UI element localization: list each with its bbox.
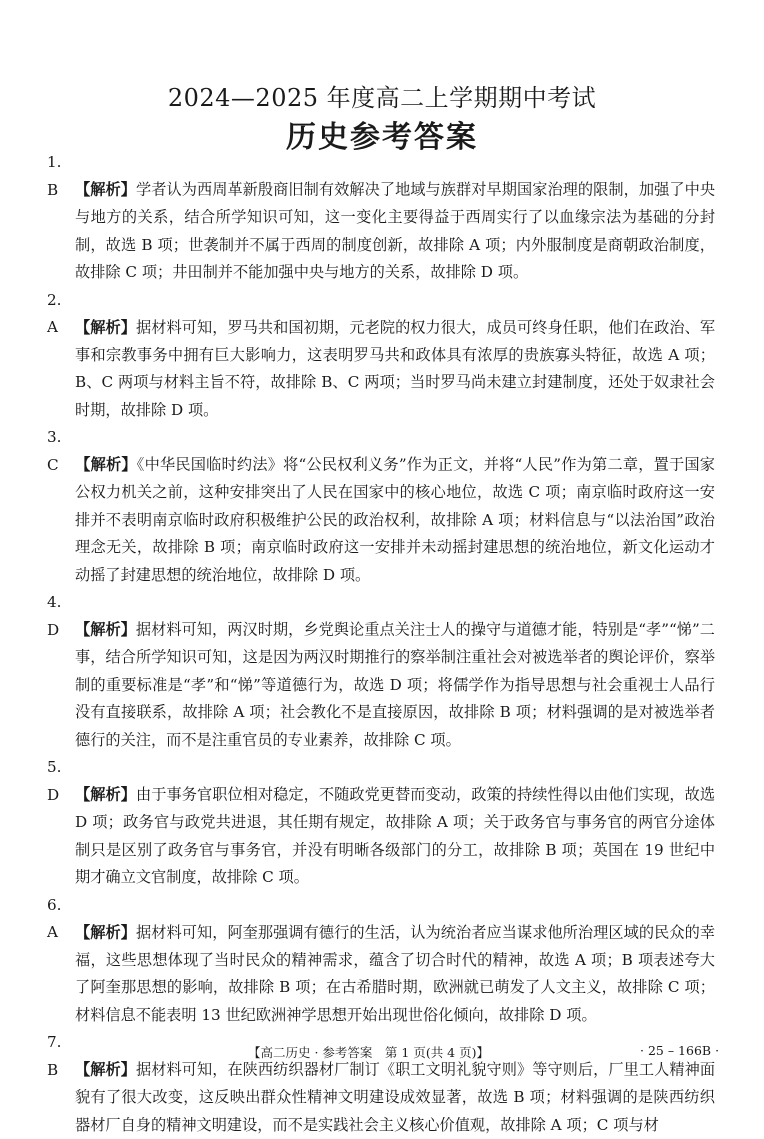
analysis-tag: 【解析】 — [75, 620, 136, 639]
answer-text: 学者认为西周革新殷商旧制有效解决了地域与族群对早期国家治理的限制，加强了中央与地方的关系，结合所学知识可知，这一变化主要得益于西周实行了以血缘宗法为基础的分封制，故选 B 项；世袭制并不属于西周的制度创新，故排除 A 项；内外服制度是商朝政治制度，故排除 C 项；井田制并不能加强中央与地方的关系，故排除 D 项。 — [75, 180, 716, 281]
analysis-tag: 【解析】 — [75, 923, 137, 941]
analysis-tag: 【解析】 — [75, 180, 137, 199]
analysis-tag: 【解析】 — [75, 1060, 137, 1079]
analysis-tag: 【解析】 — [75, 785, 137, 804]
answer-item-1 — [47, 149, 715, 287]
answer-number: 4. D — [47, 593, 62, 639]
answer-item-5 — [47, 754, 715, 892]
exam-title: 2024—2025 年度高二上学期期中考试 — [167, 84, 597, 112]
answer-item-3 — [47, 424, 715, 589]
answer-list — [47, 149, 715, 1139]
answer-text: 据材料可知，罗马共和国初期，元老院的权力很大，成员可终身任职，他们在政治、军事和宗教事务中拥有巨大影响力，这表明罗马共和政体具有浓厚的贵族寡头特征，故选 A 项；B、C 两项与材料主旨不符，故排除 B、C 两项；当时罗马尚未建立封建制度，还处于奴隶社会时期，故排除 D 项。 — [75, 318, 716, 419]
answer-number: 3. C — [47, 428, 62, 474]
footer-page-info: 【高二历史 · 参考答案 第 1 页(共 4 页)】 — [248, 1045, 489, 1060]
answer-text: 《中华民国临时约法》将“公民权利义务”作为正文，并将“人民”作为第二章，置于国家公权力机关之前，这种安排突出了人民在国家中的核心地位，故选 C 项；南京临时政府这一安排并不表明南京临时政府积极维护公民的政治权利，故排除 A 项；材料信息与“以法治国”政治理念无关，故排除 B 项；南京临时政府这一安排并未动摇封建思想的统治地位，新文化运动才动摇了封建思想的统治地位，故排除 D 项。 — [75, 455, 715, 584]
answer-text: 由于事务官职位相对稳定，不随政党更替而变动，政策的持续性得以由他们实现，故选 D 项；政务官与政党共进退，其任期有规定，故排除 A 项；关于政务官与事务官的两官分途体制只是区别了政务官与事务官，并没有明晰各级部门的分工，故排除 B 项；英国在 19 世纪中期才确立文官制度，故排除 C 项。 — [75, 785, 716, 886]
answer-text: 据材料可知，两汉时期，乡党舆论重点关注士人的操守与道德才能，特别是“孝”“悌”二事，结合所学知识可知，这是因为两汉时期推行的察举制注重社会对被选举者的舆论评价，察举制的重要标准是“孝”和“悌”等道德行为，故选 D 项；将儒学作为指导思想与社会重视士人品行没有直接联系，故排除 A 项；社会教化不是直接原因，故排除 B 项；材料强调的是对被选举者德行的关注，而不是注重官员的专业素养，故排除 C 项。 — [75, 620, 715, 749]
answer-item-6 — [47, 892, 715, 1030]
analysis-tag: 【解析】 — [75, 455, 137, 474]
answer-number: 5. D — [47, 758, 62, 804]
answer-number: 7. B — [47, 1033, 62, 1079]
answer-item-4 — [47, 589, 715, 754]
answer-text: 据材料可知，在陕西纺织器材厂制订《职工文明礼貌守则》等守则后，厂里工人精神面貌有了很大改变，这反映出群众性精神文明建设成效显著，故选 B 项；材料强调的是陕西纺织器材厂自身的精神文明建设，而不是实践社会主义核心价值观，故排除 A 项；C 项与材 — [75, 1060, 716, 1134]
answer-number: 6. A — [47, 895, 62, 941]
document-subtitle: 历史参考答案 — [286, 120, 478, 155]
footer-code: · 25 – 166B · — [640, 1043, 720, 1058]
answer-item-2 — [47, 287, 715, 425]
analysis-tag: 【解析】 — [75, 318, 137, 336]
answer-number: 2. A — [47, 290, 62, 336]
answer-number: 1. B — [47, 153, 62, 199]
answer-text: 据材料可知，阿奎那强调有德行的生活，认为统治者应当谋求他所治理区域的民众的幸福，这些思想体现了当时民众的精神需求，蕴含了切合时代的精神，故选 A 项；B 项表述夸大了阿奎那思想的影响，故排除 B 项；在古希腊时期，欧洲就已萌发了人文主义，故排除 C 项；材料信息不能表明 13 世纪欧洲神学思想开始出现世俗化倾向，故排除 D 项。 — [75, 923, 716, 1024]
